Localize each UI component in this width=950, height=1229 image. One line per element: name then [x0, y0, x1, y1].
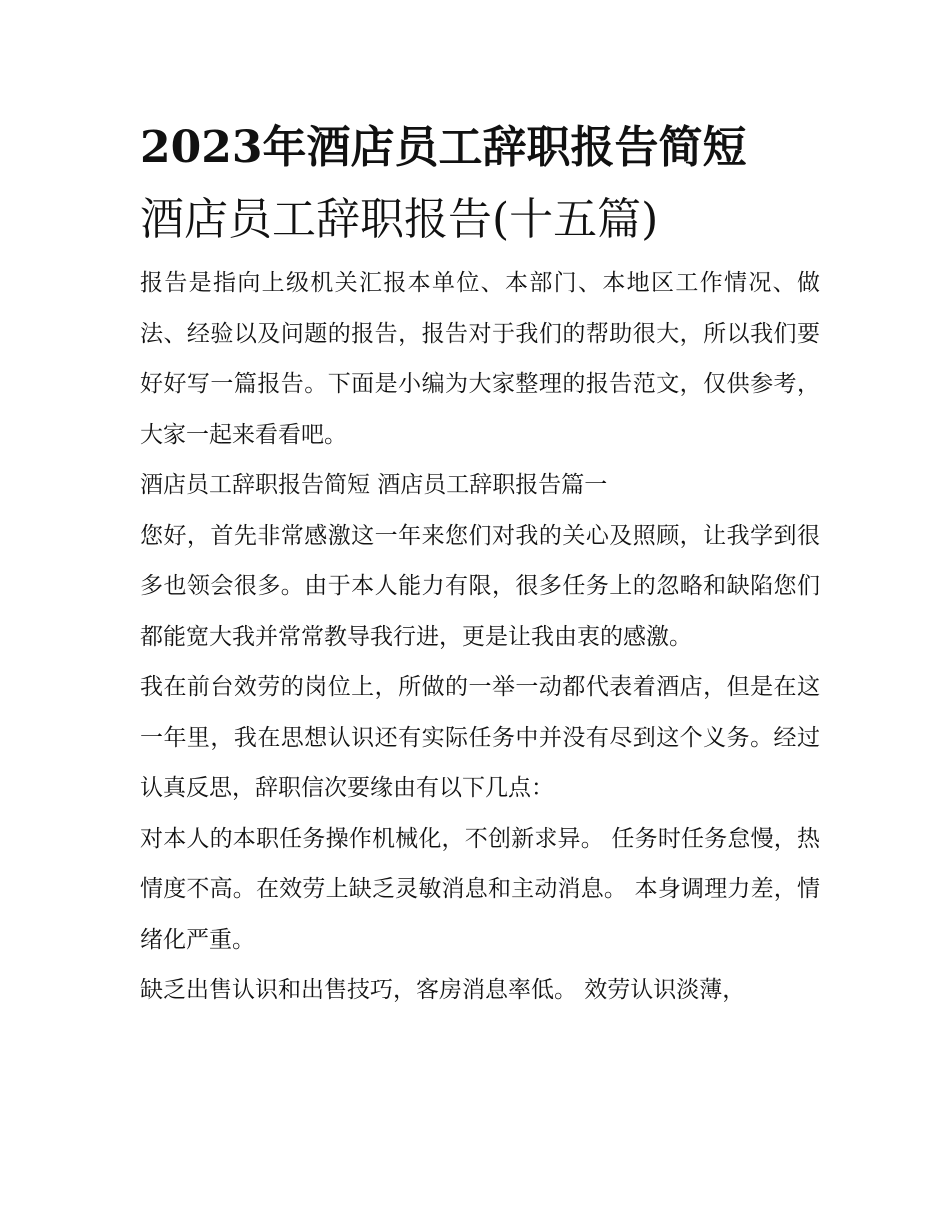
document-body [140, 112, 820, 1016]
intro-paragraph: 报告是指向上级机关汇报本单位、本部门、本地区工作情况、做法、经验以及问题的报告，报告对于我们的帮助很大，所以我们要好好写一篇报告。下面是小编为大家整理的报告范文，仅供参考，大家一起来看看吧。 [140, 270, 820, 448]
document-title [140, 112, 820, 256]
section-heading: 酒店员工辞职报告简短 酒店员工辞职报告篇一 [140, 472, 608, 498]
body-paragraph: 您好，首先非常感激这一年来您们对我的关心及照顾，让我学到很多也领会很多。由于本人能力有限，很多任务上的忽略和缺陷您们都能宽大我并常常教导我行进，更是让我由衷的感激。 [140, 522, 820, 650]
body-paragraph: 缺乏出售认识和出售技巧，客房消息率低。 效劳认识淡薄， [140, 977, 746, 1003]
title-line-1: 2023年酒店员工辞职报告简短 [140, 122, 747, 173]
body-paragraph: 我在前台效劳的岗位上，所做的一举一动都代表着酒店，但是在这一年里，我在思想认识还有实际任务中并没有尽到这个义务。经过认真反思，辞职信次要缘由有以下几点： [140, 674, 820, 801]
body-paragraph: 对本人的本职任务操作机械化，不创新求异。 任务时任务怠慢，热情度不高。在效劳上缺乏灵敏消息和主动消息。 本身调理力差，情绪化严重。 [140, 825, 820, 953]
title-line-2: 酒店员工辞职报告(十五篇) [140, 194, 659, 245]
